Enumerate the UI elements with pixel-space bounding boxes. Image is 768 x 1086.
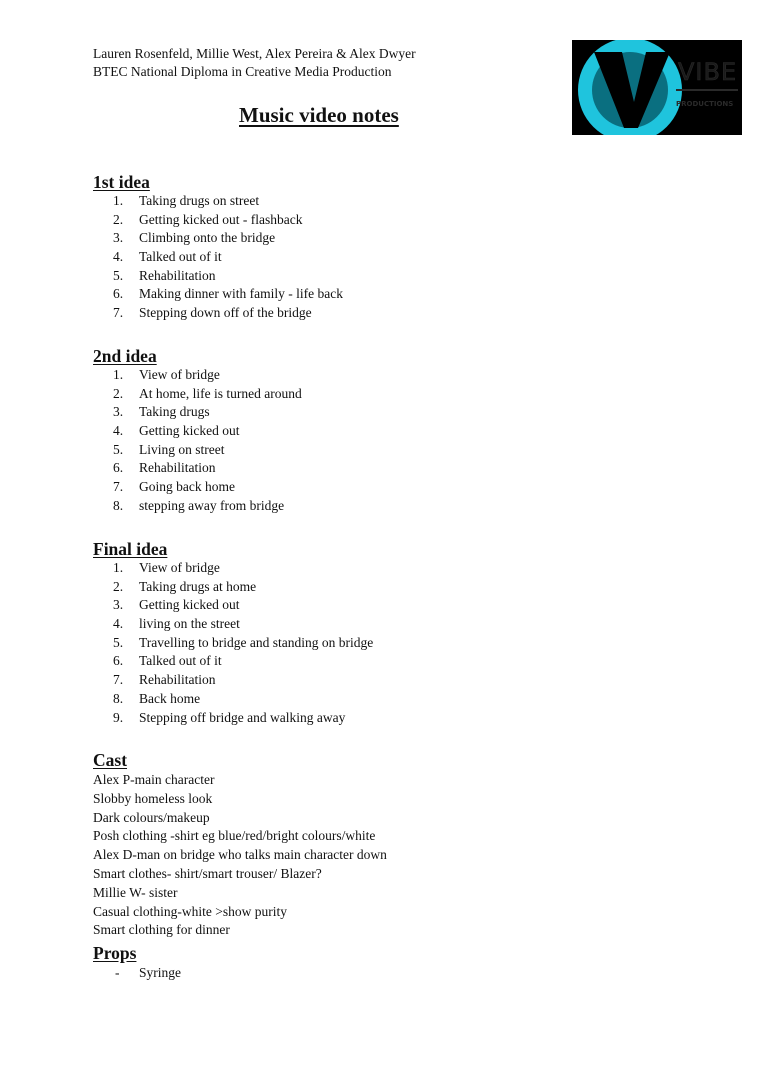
authors-line: Lauren Rosenfeld, Millie West, Alex Pereira & Alex Dwyer bbox=[93, 46, 416, 61]
cast-line: Alex P-main character bbox=[93, 772, 215, 787]
idea-1-heading: 1st idea bbox=[93, 172, 150, 192]
vibe-logo-graphic bbox=[572, 40, 742, 135]
course-line: BTEC National Diploma in Creative Media Production bbox=[93, 64, 392, 79]
document-page: Lauren Rosenfeld, Millie West, Alex Pereira & Alex Dwyer BTEC National Diploma in Creative Media Production VIBE PRODUCTIONS Music video notes 1st idea 1. Taking drugs on street 2. Getting kicked out - flashback 3. Climbing onto the bridge 4. Talked out of it 5. Rehabilitation 6. Making dinner with family - life back 7. Stepping down off of the bridge 2nd idea 1. View of bridge 2. At home, life is turned around 3. Taking drugs 4. Getting kicked out 5. Living on street 6. Rehabilitation 7. Going back home 8. stepping away from bridge Final idea 1. View of bridge 2. Taking drugs at home 3. Getting kicked out 4. living on the street 5. Travelling to bridge and standing on bridge 6. Talked out of it 7. Rehabilitation 8. Back home 9. Stepping off bridge and walking away Cast Alex P-main character Slobby homeless look Dark colours/makeup Posh clothing -shirt eg blue/red/bright colours/white Alex D-man on bridge who talks main character down Smart clothes- shirt/smart trouser/ Blazer? Millie W- sister Casual clothing-white >show purity Smart clothing for dinner Props - Syringe bbox=[0, 0, 768, 1086]
cast-line: Smart clothing for dinner bbox=[93, 922, 230, 938]
cast-line: Millie W- sister bbox=[93, 884, 178, 900]
props-heading: Props bbox=[93, 943, 137, 963]
idea-2-heading: 2nd idea bbox=[93, 346, 157, 366]
cast-line: Casual clothing-white >show purity bbox=[93, 903, 287, 919]
svg-text:PRODUCTIONS: PRODUCTIONS bbox=[676, 100, 734, 108]
final-idea-heading: Final idea bbox=[93, 539, 168, 559]
page-title: Music video notes bbox=[239, 103, 399, 127]
cast-line: Smart clothes- shirt/smart trouser/ Blazer? bbox=[93, 865, 322, 881]
cast-heading: Cast bbox=[93, 750, 128, 770]
vibe-productions-logo bbox=[572, 40, 742, 135]
cast-line: Dark colours/makeup bbox=[93, 809, 210, 825]
cast-line: Slobby homeless look bbox=[93, 790, 213, 806]
svg-text:VIBE: VIBE bbox=[678, 58, 738, 86]
cast-line: Posh clothing -shirt eg blue/red/bright colours/white bbox=[93, 828, 376, 844]
cast-notes bbox=[93, 771, 387, 940]
cast-line: Alex D-man on bridge who talks main character down bbox=[93, 847, 387, 863]
